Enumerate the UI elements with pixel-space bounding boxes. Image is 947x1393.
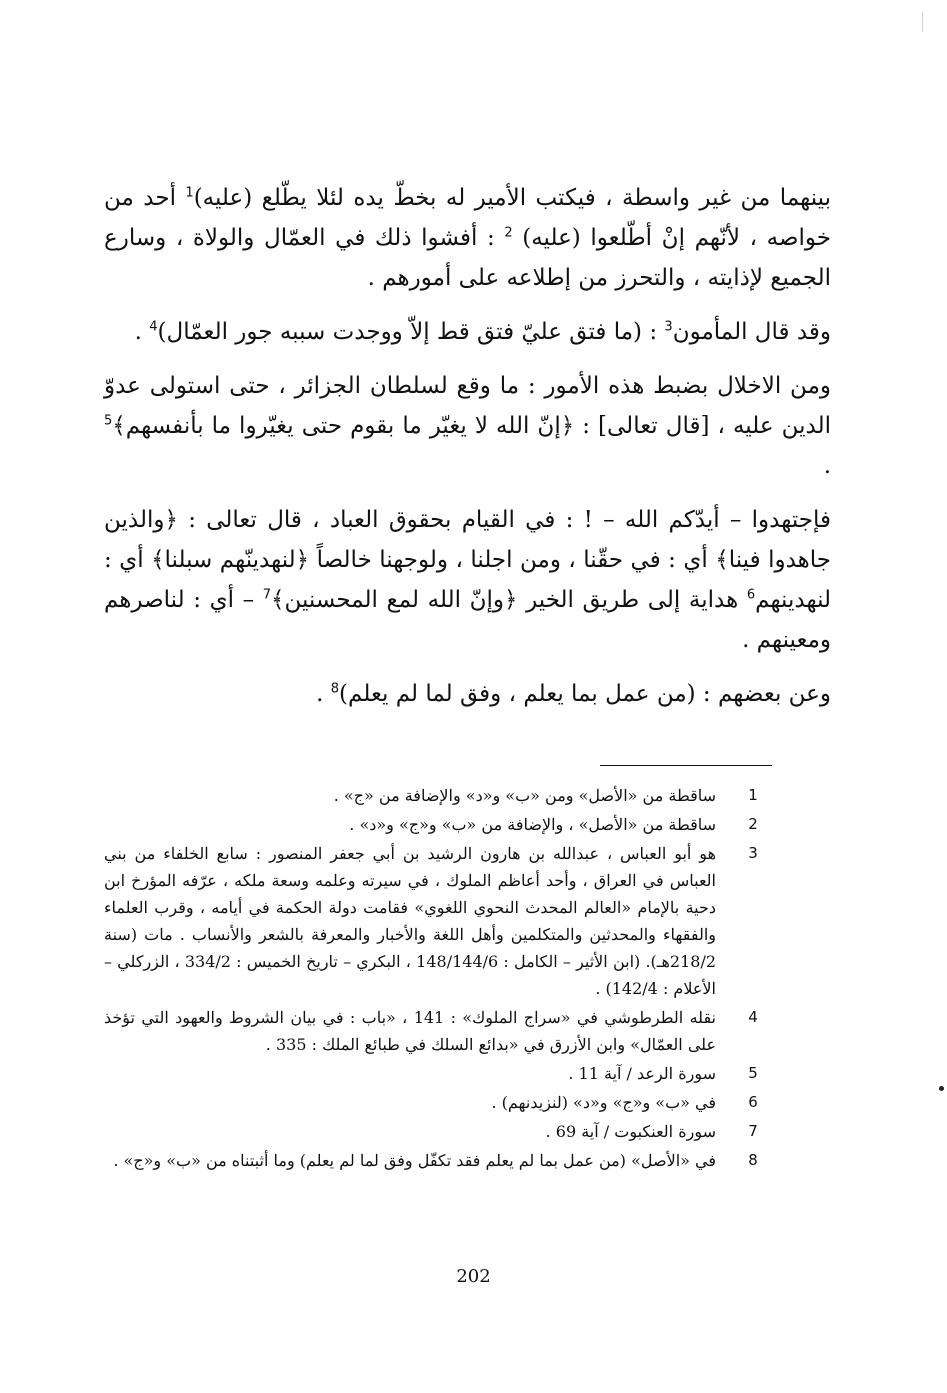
footnote-item — [104, 811, 764, 838]
body-paragraph — [104, 366, 831, 486]
body-paragraph — [104, 500, 831, 660]
footnote-number: 4 — [748, 1008, 758, 1026]
paragraph-text: وعن بعضهم : (من عمل بما يعلم ، وفق لما لم يعلم) — [339, 681, 831, 707]
footnote-text: في «الأصل» (من عمل بما لم يعلم فقد تكفّل وفق لما لم يعلم) وما أثبتناه من «ب» و«ج» . — [113, 1151, 716, 1170]
body-paragraph — [104, 312, 831, 352]
paragraph-text: – أي : لناصرهم ومعينهم . — [104, 587, 831, 653]
footnote-text: ساقطة من «الأصل» ، والإضافة من «ب» و«ج» و«د» . — [349, 815, 716, 834]
paragraph-text: . — [316, 681, 331, 707]
main-body-text — [104, 178, 831, 728]
footnote-item — [104, 840, 764, 1002]
footnote-reference: 5 — [104, 413, 113, 429]
paragraph-text: . — [134, 319, 150, 345]
footnote-number: 8 — [748, 1151, 758, 1169]
footnote-reference: 3 — [664, 319, 673, 335]
footnote-number: 3 — [748, 844, 758, 862]
footnote-item — [104, 1060, 764, 1087]
footnote-text: سورة العنكبوت / آية 69 . — [545, 1122, 716, 1141]
footnote-text: سورة الرعد / آية 11 . — [568, 1064, 716, 1083]
footnote-reference: 2 — [504, 225, 513, 241]
footnote-reference: 1 — [185, 185, 194, 201]
scan-mark — [922, 12, 923, 32]
paragraph-text: بينهما من غير واسطة ، فيكتب الأمير له بخطّ يده لئلا يطّلع (عليه) — [193, 185, 831, 211]
paragraph-text: . — [823, 453, 831, 479]
page-number: 202 — [456, 1266, 491, 1287]
footnote-number: 5 — [748, 1064, 758, 1082]
footnote-item — [104, 1004, 764, 1058]
paragraph-text: ومن الاخلال بضبط هذه الأمور : ما وقع لسلطان الجزائر ، حتى استولى عدوّ الدين عليه ، [قال تعالى] : ﴿إنّ الله لا يغيّر ما بقوم حتى يغيّروا ما بأنفسهم﴾ — [104, 373, 831, 439]
footnote-item — [104, 1147, 764, 1174]
footnote-reference: 8 — [330, 681, 340, 697]
footnote-reference: 4 — [149, 319, 158, 335]
footnote-text: هو أبو العباس ، عبدالله بن هارون الرشيد بن أبي جعفر المنصور : سابع الخلفاء من بني العباس في العراق ، وأحد أعاظم الملوك ، في سيرته وعلمه وسعة ملكه ، عرّفه المؤرخ ابن دحية بالإمام «العالم المحدث النحوي اللغوي» فقامت دولة الحكمة في أيامه ، وقرب العلماء والفقهاء والمحدثين والمتكلمين وأهل اللغة والأخبار والمعرفة بالشعر والأنساب . مات (سنة 218/2هـ). (ابن الأثير – الكامل : 148/144/6 ، البكري – تاريخ الخميس : 334/2 ، الزركلي – الأعلام : 142/4) . — [104, 844, 717, 998]
footnote-reference: 6 — [746, 587, 756, 603]
footnote-item — [104, 1089, 764, 1116]
footnote-text: ساقطة من «الأصل» ومن «ب» و«د» والإضافة من «ج» . — [333, 786, 716, 805]
margin-dot — [939, 1086, 944, 1091]
footnote-item — [104, 1118, 764, 1145]
footnote-number: 2 — [748, 815, 758, 833]
paragraph-text: فإجتهدوا – أيدّكم الله – ! : في القيام بحقوق العباد ، قال تعالى : ﴿والذين جاهدوا فينا﴾ أي : في حقّنا ، ومن اجلنا ، ولوجهنا خالصاً ﴿لنهدينّهم سبلنا﴾ أي : لنهدينهم — [104, 507, 832, 613]
footnote-item — [104, 782, 764, 809]
paragraph-text: هداية إلى طريق الخير ﴿وإنّ الله لمع المحسنين﴾ — [270, 587, 747, 613]
body-paragraph — [104, 178, 831, 298]
body-paragraph — [104, 674, 831, 714]
paragraph-text: : أفشوا ذلك في العمّال والولاة ، وسارع الجميع لإذايته ، والتحرز من إطلاعه على أمورهم . — [104, 225, 831, 291]
footnote-text: نقله الطرطوشي في «سراج الملوك» : 141 ، «باب : في بيان الشروط والعهود التي تؤخذ على العمّال» وابن الأزرق في «بدائع السلك في طبائع الملك : 335 . — [104, 1008, 717, 1054]
paragraph-text: وقد قال المأمون — [672, 319, 831, 345]
footnote-number: 7 — [748, 1122, 758, 1140]
footnote-divider — [600, 765, 772, 766]
footnote-text: في «ب» و«ج» و«د» (لنزيدنهم) . — [491, 1093, 716, 1112]
footnote-reference: 7 — [262, 587, 271, 603]
paragraph-text: : (ما فتق عليّ فتق قط إلاّ ووجدت سببه جور العمّال) — [157, 319, 665, 345]
footnotes-section — [104, 782, 764, 1176]
footnote-number: 1 — [748, 786, 758, 804]
paragraph-text: أحد من خواصه ، لأنّهم إنْ أطّلعوا (عليه) — [104, 185, 831, 251]
footnote-number: 6 — [748, 1093, 758, 1111]
